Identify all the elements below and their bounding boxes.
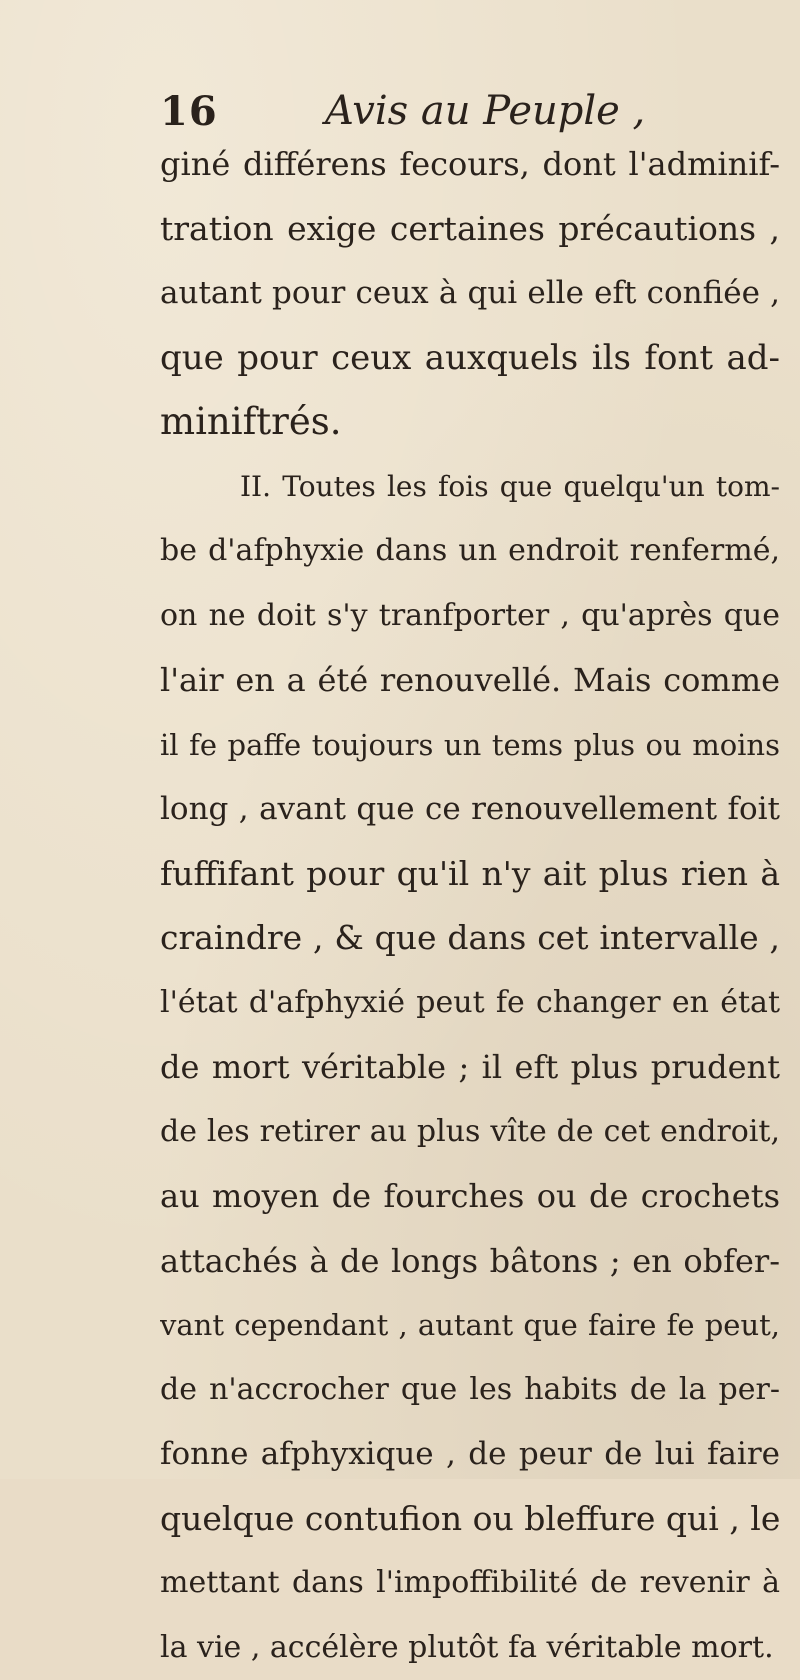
text-line: miniftrés.	[160, 390, 780, 455]
text-line: II. Toutes les fois que quelqu'un tom-	[160, 455, 780, 520]
page-number: 16	[160, 88, 218, 135]
text-line: de n'accrocher que les habits de la per-	[160, 1358, 780, 1423]
text-line: au moyen de fourches ou de crochets	[160, 1164, 780, 1229]
text-line: de mort véritable ; il eft plus prudent	[160, 1035, 780, 1100]
text-line: vant cependant , autant que faire fe peut,	[160, 1293, 780, 1358]
text-line: l'air en a été renouvellé. Mais comme	[160, 648, 780, 713]
text-line: quelque contufion ou bleffure qui , le	[160, 1487, 780, 1552]
text-line: giné différens fecours, dont l'adminif-	[160, 132, 780, 197]
text-line: long , avant que ce renouvellement foit	[160, 777, 780, 842]
page-header	[160, 88, 760, 138]
text-line: l'état d'afphyxié peut fe changer en état	[160, 971, 780, 1036]
text-line: de les retirer au plus vîte de cet endroit,	[160, 1100, 780, 1165]
text-line: on ne doit s'y tranfporter , qu'après que	[160, 584, 780, 649]
text-line: fonne afphyxique , de peur de lui faire	[160, 1422, 780, 1487]
text-line: la vie , accélère plutôt fa véritable mort.	[160, 1616, 780, 1680]
body-text	[160, 132, 780, 1680]
running-head: Avis au Peuple ,	[325, 88, 645, 134]
text-line: craindre , & que dans cet intervalle ,	[160, 906, 780, 971]
text-line: mettant dans l'impoffibilité de revenir à	[160, 1551, 780, 1616]
text-line: il fe paffe toujours un tems plus ou moins	[160, 713, 780, 778]
text-line: tration exige certaines précautions ,	[160, 197, 780, 262]
text-line: be d'afphyxie dans un endroit renfermé,	[160, 519, 780, 584]
text-line: fuffifant pour qu'il n'y ait plus rien à	[160, 842, 780, 907]
text-line: autant pour ceux à qui elle eft confiée ,	[160, 261, 780, 326]
text-line: attachés à de longs bâtons ; en obfer-	[160, 1229, 780, 1294]
text-line: que pour ceux auxquels ils font ad-	[160, 326, 780, 391]
